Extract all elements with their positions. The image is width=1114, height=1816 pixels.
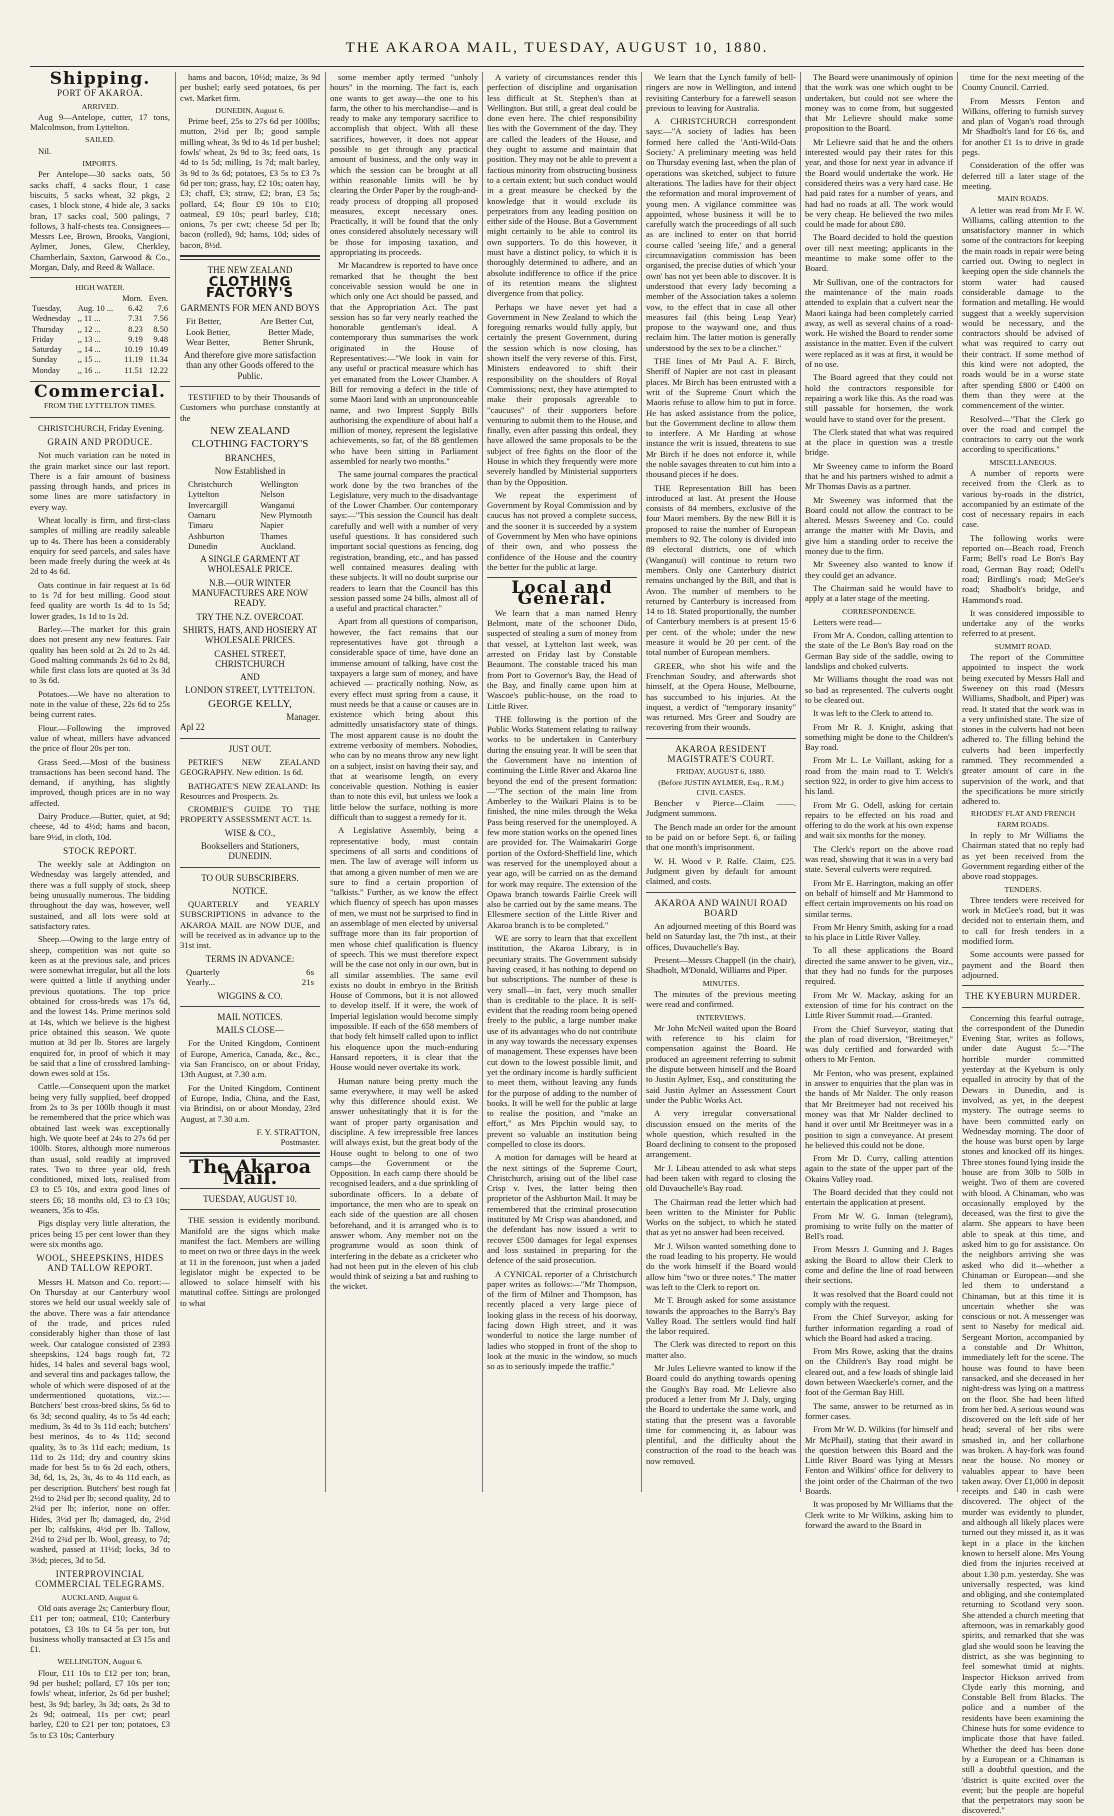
court-paragraph: The Bench made an order for the amount to be paid on or before Sept. 6, or failing that one month's imprisonment. — [646, 821, 796, 853]
branch-item: Wanganui — [260, 499, 295, 510]
auckland-dateline: AUCKLAND, August 6. — [61, 1592, 139, 1602]
rhodes-flat-heading: RHODES' FLAT AND FRENCH FARM ROADS. — [970, 809, 1076, 829]
local-general-heading: Local and General. — [511, 578, 613, 609]
board-paragraph: Mr Sweeney came to inform the Board that he and his partners wished to admit a Mr Thomas Davis as a partner. — [805, 460, 953, 492]
column-rule — [482, 72, 483, 1492]
stock-paragraph: Sheep.—Owing to the large entry of sheep, competition was not quite so keen as at the previous sale, and prices were somewhat irregular, but all the lots were quitted a little if anything under previous quotations. The top price obtained for cross-breds was 17s 6d, and the lowest 14s. Prime merinos sold at 14s, which we believe is the highest price obtained this season. We quote mutton at 3d per lb. Stores are largely enquired for, in proof of which it may be said that a line of crossbred lambing-down ewes sold at 15s. — [30, 934, 170, 1079]
pair-right: Better Made, — [268, 326, 314, 337]
tides-cell: ,, 14 ... — [77, 345, 101, 355]
clothing-ad-subtitle: GARMENTS FOR MEN AND BOYS — [180, 302, 320, 313]
correspondence-paragraph: From the Chief Surveyor, asking for further information regarding a road of which the Board had asked a tracing. — [805, 1312, 953, 1343]
tides-cell: 9.48 — [153, 334, 168, 344]
minutes-text: The minutes of the previous meeting were read and confirmed. — [646, 988, 796, 1010]
shipping-heading: Shipping. — [49, 69, 151, 89]
paper-masthead: The Akaroa Mail. — [189, 1156, 311, 1189]
book-item: CROMBIE'S GUIDE TO THE PROPERTY ASSESSMENT ACT. 1s. — [180, 804, 320, 825]
leader-paragraph: Human nature being pretty much the same everywhere, it may well be asked why this difference should exist. We answer unhesitatingly that it is for the want of proper party organisation and discipline. A few irrepressible free lances will always exist, but the great body of the House ought to belong to one of two camps—the Government or the Opposition. In each camp there should be recognised leaders, and a due sprinkling of subordinate officers. In a debate of importance, the men who are to speak on each side of the question are all chosen beforehand, and it is arranged who is to answer whom. Any member not on the programme would as soon think of interfering in the debate as a cricketer who had not been put in the eleven of his club would think of seizing a bat and rushing to the wicket. — [330, 1075, 478, 1292]
pair-right: Are Better Cut, — [260, 316, 314, 327]
grain-paragraph: Potatoes.—We have no alteration to note in the value of these, 22s 6d to 25s being current rates. — [30, 688, 170, 720]
board-paragraph: time for the next meeting of the County Council. Carried. — [962, 72, 1084, 93]
imports-label: IMPORTS. — [82, 159, 118, 169]
page-header: THE AKAROA MAIL, TUESDAY, AUGUST 10, 1880. — [345, 40, 769, 56]
terms-heading: TERMS IN ADVANCE: — [205, 953, 295, 964]
local-paragraph: We learn that the Lynch family of bell-ringers are now in Wellington, and intend revisiting Canterbury for a farewell season previous to leaving for Australia. — [646, 72, 796, 113]
publisher-details: Booksellers and Stationers, DUNEDIN. — [200, 841, 300, 862]
tides-cell: Tuesday, — [32, 303, 62, 313]
board-paragraph: An adjourned meeting of this Board was held on Saturday last, the 7th inst., at their offices, Duvauchelle's Bay. — [646, 921, 796, 952]
grain-paragraph: Flour.—Following the improved value of wheat, millers have advanced the price of flour 20s per ton. — [30, 722, 170, 754]
board-paragraph: Mr Sweeney also wanted to know if they could get an advance. — [805, 559, 953, 580]
main-roads-heading: MAIN ROADS. — [997, 194, 1049, 204]
tides-cell: 7.31 — [128, 314, 143, 324]
correspondence-paragraph: From Mr W. Mackay, asking for an extension of time for his contract on the Little River Summit road.—Granted. — [805, 989, 953, 1021]
board-paragraph: Present—Messrs Chappell (in the chair), Shadbolt, M'Donald, Williams and Piper. — [646, 955, 796, 976]
board-paragraph: Mr Sullivan, one of the contractors for the maintenance of the main roads attended to explain that a culvert near the Maori kainga had been completely carried away, as well as several chains of a road-work. He wished the Board to render some assistance in the matter. Even if the culvert were replaced as it was at first, it would be of no use. — [805, 276, 953, 370]
stock-paragraph: Pigs display very little alteration, the prices being 15 per cent lower than they were six months ago. — [30, 1218, 170, 1249]
tides-cell: 10.49 — [149, 345, 168, 355]
rhodes-paragraph: In reply to Mr Williams the Chairman stated that no reply had as yet been received from the Government regarding either of the above road stoppages. — [962, 830, 1084, 882]
branch-item: Invercargill — [188, 499, 228, 510]
correspondence-paragraph: From Mr W. D. Wilkins (for himself and Mr McPhail), stating that their award in the question between this Board and the Little River Board was lying at Messrs Fenton and Wilkins' office for delivery to the joint order of the Chairman of the two Boards. — [805, 1424, 953, 1496]
subscribers-heading: TO OUR SUBSCRIBERS. — [201, 872, 299, 883]
tides-header-row — [30, 294, 170, 304]
local-paragraph: WE are sorry to learn that that excellent institution, the Akaroa Library, is in pecuniary straits. The Government subsidy having ceased, it has nothing to depend on but subscriptions. The number of these is very small—in fact, very much smaller than is creditable to the place. It is self-evident that the reading room being opened freely to the public, a large number make use of its advantages who do not contribute in any way towards the necessary expenses of management. These expenses have been cut down to the lowest possible limit, and yet the ordinary income is hardly sufficient to meet them, without leaving any funds for the purpose of adding to the number of books. It will be well for the public at large to realise the position, and "make an effort," as Mrs Pipchin would say, to prevent so valuable an institution being compelled to close its doors. — [487, 933, 637, 1149]
clothing-ad-pair — [180, 337, 320, 347]
board-paragraph: The Chairman said he would have to apply at a later stage of the meeting. — [805, 582, 953, 604]
misc-paragraph: A number of reports were received from the Clerk as to various by-roads in the district, accompanied by an estimate of the cost of necessary repairs in each case. — [962, 467, 1084, 530]
leader-paragraph: Perhaps we have never yet had a Government in New Zealand to which the foregoing remarks would fully apply, but certainly the present Government, during the session which is now closing, has shown itself the very reverse of this. First, Ministers endeavored to shift their responsibility on the shoulders of Royal Commissions; next, they have attempted to make their proposals agreeable to "caucuses" of their supporters before venturing to submit them to the House, and finally, even after passing this ordeal, they have allowed the same proposals to be the subject of free fights on the floor of the House in which they frequently were more severely handled by Ministerial supporters than by the Opposition. — [487, 301, 637, 487]
tides-row — [30, 355, 170, 365]
tenders-paragraph: Three tenders were received for work in McGee's road, but it was decided not to entertain them, and to call for fresh tenders in a modified form. — [962, 894, 1084, 947]
wool-heading: WOOL, SHEEPSKINS, HIDES AND TALLOW REPORT. — [36, 1253, 164, 1274]
dunedin-text: Prime beef, 25s to 27s 6d per 100lbs; mutton, 2½d per lb; good sample milling wheat, 3s 9d to 4s 1d per bushel; fowls' wheat, 2s 9d to 3s; feed oats, 1s 4d to 1s 5d; milling, 1s 7d; malt barley, 3s 9d to 3s 6d; potatoes, £3 5s to £3 7s 6d per ton; grass, hay, £2 10s; oaten hay, £3; chaff, £3; straw, £2; bran, £3 5s; pollard, £4; flour £9 10s to £10; oatmeal, £9 10s; pearl barley, £18; onions, 7s per cwt; cheese 5d per lb; bacon (rolled), 9d; hams, 10d; sides of bacon, 8½d. — [180, 116, 320, 250]
commercial-source: FROM THE LYTTELTON TIMES. — [44, 401, 156, 411]
book-item: BATHGATE'S NEW ZEALAND: Its Resources and Prospects. 2s. — [180, 780, 320, 801]
branches-ad-title-1: NEW ZEALAND — [210, 424, 290, 437]
divider — [180, 867, 320, 868]
tides-row — [30, 345, 170, 355]
correspondence-paragraph: It was proposed by Mr Williams that the Clerk write to Mr Wilkins, asking him to forward the award to the Board in — [805, 1499, 953, 1530]
branch-item: Wellington — [260, 479, 299, 490]
pair-right: Better Shrunk, — [262, 336, 314, 347]
pair-left: Wear Better, — [186, 336, 230, 347]
local-paragraph: THE following is the portion of the Public Works Statement relating to railway works to be undertaken in Canterbury during the ensuing year. It will be seen that the Government have no intention of continuing the Little River and Akaroa line beyond the end of the present formation:—"The section of the main line from Amberley to the Waikari Plains is to be finished, the nine miles through the Weka Pass being reserved for the unemployed. A few more station works on the opened lines are provided for. The Waimakariri Gorge portion of the Oxford-Sheffield line, which was reserved for the unemployed about a year ago, will be carried on as the demand for work may require. The extension of the Opawa branch towards Fairlie Creek will also be carried out by the same means. The Ellesmere section of the Little River and Akaroa branch is to be completed." — [487, 713, 637, 930]
pair-left: Look Better, — [186, 326, 231, 337]
tides-cell: 11.34 — [149, 355, 168, 365]
branches-right — [260, 479, 312, 551]
board-paragraph: Mr Sweeney was informed that the Board could not allow the contract to be altered. Messrs Sweeney and Co. could arrange the matter with Mr Davis, and give him a standing order to receive the money due to the firm. — [805, 494, 953, 557]
court-date: FRIDAY, AUGUST 6, 1880. — [676, 767, 766, 777]
auckland-text: Old oats average 2s; Canterbury flour, £11 per ton; oatmeal, £10; Canterbury potatoes, £3 10s to £4 5s per ton, but business wholly transacted at £3 15s and £1. — [30, 1602, 170, 1655]
correspondence-paragraph: The same, answer to be returned as in former cases. — [805, 1400, 953, 1421]
board-paragraph: The Clerk stated that what was required at the place in question was a trestle bridge. — [805, 426, 953, 458]
correspondence-paragraph: From Mr R. J. Knight, asking that something might be done to the Children's Bay road. — [805, 721, 953, 753]
leader-paragraph: The same journal compares the practical work done by the two branches of the Legislature, very much to the disadvantage of the Lower Chamber. Our contemporary says:—"This session the Council has dealt carefully and well with a number of very useful questions. It has considered such important social questions as fencing, dog registration, branding, etc., and has passed well contained measures dealing with these subjects. It will no doubt surprise our readers to learn that the Council has this session passed some 24 bills, almost all of a useful and practical character." — [330, 469, 478, 614]
local-paragraph: GREER, who shot his wife and the Frenchman Soudry, and afterwards shot himself, at the Opera House, Melbourne, has succumbed to his injuries. At the inquest, a verdict of "temporary insanity" was returned. Mrs Greer and Soudry are recovering from their wounds. — [646, 660, 796, 733]
tides-row — [30, 366, 170, 376]
grain-paragraph: Wheat locally is firm, and first-class samples of milling are readily saleable up to 4s. There has been a considerably enquiry for seed parcels, and sales have been made freely during the week at 4s 2d to 4s 6d. — [30, 514, 170, 577]
postmaster-name: F. Y. STRATTON, — [256, 1126, 320, 1137]
tides-col — [76, 294, 118, 304]
tides-col: Even. — [148, 293, 168, 303]
terms-row — [180, 967, 320, 977]
ad-date: Apl 22 — [180, 722, 205, 733]
wool-paragraph: Messrs H. Matson and Co. report:—On Thursday at our Canterbury wool stores we held our usual weekly sale of the above. There was a fair attendance of the trade, and prices ruled considerably higher than those of last week. Our catalogue consisted of 2393 sheepskins, 124 bags rough fat, 72 hides, 14 bales and several bags wool, and several tins and packages tallow, the whole of which were disposed of at the undermentioned quotations, viz.:—Butchers' best cross-bred skins, 5s 6d to 6s 3d; second quality, 4s to 5s 4d each; medium, 3s 4d to 3s 11d each; butchers' best merinos, 4s to 4s 11d; second quality, 3s to 3s 11d each; medium, 1s 11d to 2s 11d; dry and country skins made for best 5s to 6s 2d each, others, 3d, 6d, 1s, 2s, 3s, 4s to 4s 11d each, as per description. Butchers' best rough fat 2½d to 2¾d per lb; second quality, 2d to 2¼d per lb; inferior, none on offer. Hides, 3½d per lb; damaged, do, 2½d per lb; calfskins, 4½d per lb. Tallow, 2½d to 2¾d per lb. Wool, greasy, to 7d; washed, passed at 11½d; locks, 3d to 3½d; pieces, 3d to 5d. — [30, 1276, 170, 1565]
tides-cell: 11.19 — [124, 355, 143, 365]
board-paragraph: From Messrs Fenton and Wilkins, offering to furnish survey and plan of Vogan's road through Mr Shadbolt's land for £6 6s, and for another £1 1s to drive in grade pegs. — [962, 95, 1084, 158]
summit-paragraph: The report of the Committee appointed to inspect the work being executed by Messrs Hall and Sweeney on this road (Messrs Williams, Shadbolt, and Piper) was read. It stated that the work was in a very unfinished state. The size of stones in the culverts had not been adhered to. The filling behind the culverts had been imperfectly rammed. They recommended a greater amount of care in the supervision of the work, and that the specifications be more strictly adhered to. — [962, 652, 1084, 807]
branch-item: Napier — [260, 520, 284, 531]
leader-paragraph: Apart from all questions of comparison, however, the fact remains that our representatives have got through a considerable space of time, have done an immense amount of talking, have cost the taxpayers a large sum of money, and have achieved — practically nothing. Now, as every effect must spring from a cause, it must needs be that a cause or causes are in existence which bring about this admittedly unsatisfactory state of things. The most apparent cause is no doubt the extreme verbosity of members. Nobodies, who can by no means throw any new light on a subject, insist on having their say, and that at wearisome length, on every conceivable question. Nothing is easier than to note this evil, but unless we look a little below the surface, nothing is more difficult than to suggest a remedy for it. — [330, 616, 478, 823]
tides-table — [30, 294, 170, 376]
tides-row — [30, 335, 170, 345]
pair-left: Fit Better, — [186, 316, 222, 327]
mails-close-label: MAILS CLOSE— — [216, 1025, 284, 1036]
branch-item: Thames — [260, 530, 288, 541]
divider — [962, 985, 1084, 986]
kyeburn-murder-heading: THE KYEBURN MURDER. — [965, 991, 1081, 1002]
interview-paragraph: Mr J. Libeau attended to ask what steps had been taken with regard to closing the old Duvauchelle's Bay road. — [646, 1162, 796, 1194]
tides-cell: Wednesday — [32, 314, 71, 324]
tides-cell: 6.42 — [128, 303, 143, 313]
interview-paragraph: The Chairman read the letter which had been written to the Minister for Public Works on the subject, to which he stated that as yet no answer had been received. — [646, 1196, 796, 1238]
interview-paragraph: Mr John McNeil waited upon the Board with reference to his claim for compensation against the Board. He produced an agreement referring to submit the dispute between himself and the Board to Justin Aylmer, Esq., and constituting the said Justin Aylmer an Assessment Court under the Public Works Act. — [646, 1022, 796, 1105]
correspondence-paragraph: From Mrs Rowe, asking that the drains on the Children's Bay road might be cleared out, and a few loads of shingle laid down between Waeckerle's corner, and the foot of the German Bay Hill. — [805, 1346, 953, 1398]
divider — [180, 1209, 320, 1210]
tides-col: Morn. — [122, 293, 143, 303]
mail-notice-text: For the United Kingdom, Continent of Europe, India, China, and the East, via Brindisi, on or about Monday, 23rd August, at 7.30 a.m. — [180, 1082, 320, 1124]
tides-cell: ,, 16 ... — [77, 365, 101, 375]
branch-item: Auckland. — [260, 540, 296, 551]
port-heading: PORT OF AKAROA. — [56, 88, 144, 99]
tenders-heading: TENDERS. — [1004, 884, 1042, 894]
commercial-heading: Commercial. — [34, 382, 166, 403]
divider — [962, 1007, 1084, 1008]
tides-cell: Saturday — [32, 345, 62, 355]
correspondence-paragraph: From Mr A. Condon, calling attention to the state of the Le Bon's Bay road on the German Bay side of the saddle, owing to landslips and choked culverts. — [805, 630, 953, 672]
tides-cell: 8.50 — [153, 324, 168, 334]
divider — [180, 1006, 320, 1007]
interview-paragraph: Mr T. Brough asked for some assistance towards the approaches to the Barry's Bay Valley Road. The settlers would find half the labor required. — [646, 1295, 796, 1337]
murder-paragraph: Concerning this fearful outrage, the correspondent of the Dunedin Evening Star, writes as follows, under date August 5:—"The horrible murder committed yesterday at the Kyeburn is only equalled in atrocity by that of the Dewars in Dunedin, and is involved, as yet, in the deepest mystery. The outrage seems to have been committed early on Wednesday morning. The door of the house was burst open by large stones and knocked off its hinges. Three stones found lying inside the house are from 30lb to 50lb in weight. Two of them are covered with blood. A Chinaman, who was occasionally employed by the deceased, was the first to give the alarm. She appears to have been able to speak at this time, and asked him to go for assistance. On the neighbors arriving she was asked who did it—whether a Chinaman or European—and she led them to understand a Chinaman, but at this time it is uncertain whether she was conscious or not. A messenger was sent to Naseby for medical aid. Sergeant Morton, accompanied by a constable and Dr Whitton, immediately left for the scene. The house was found to have been ransacked, and she deceased in her night-dress was lying on a mattress on the floor. She had been lifted from her bed. A serious wound was discovered on the left side of her head; several of her ribs were smashed in, and her collarbone was broken. A hay-fork was found near the house. No money or valuables appear to have been taken away. Over £1,000 in deposit receipts and £40 in cash were discovered. The object of the murder was evidently to plunder, and although all likely places were turned out they missed it, as it was kept in a place in the kitchen known to herself alone. Mrs Young died from the injuries received at about 1.30 p.m. yesterday. She was universally respected, was kind and obliging, and she contemplated returning to Scotland very soon. She attended a church meeting that afternoon, was in remarkably good spirits, and remarked that she was glad she would soon be leaving the district, as she was beginning to feel somewhat timid at nights. Inspector Hickson arrived from Clyde early this morning, and Constable Bell from Blacks. The police and a number of the residents have been examining the Chinese huts for some evidence to implicate those that have failed. Whether the deed has been done by a European or a Chinaman is still a doubtful question, and the 'district is quite excited over the event; but the people are hopeful that the perpetrators may soon be discovered." — [962, 1012, 1084, 1816]
interview-paragraph: Mr J. Wilson wanted something done to the road leading to his property. He would do the work himself if the Board would allow him "two or three notes." The matter was left to the Clerk to report on. — [646, 1240, 796, 1292]
correspondence-paragraph: Letters were read— — [813, 616, 882, 627]
manager-name: GEORGE KELLY, — [208, 697, 292, 710]
branch-item: Dunedin — [188, 540, 218, 551]
tides-col — [30, 294, 76, 304]
column-rule — [641, 72, 642, 1492]
local-paragraph: THE Representation Bill has been introduced at last. At present the House consists of 84 members, exclusive of the four Maori members. By the new Bill it is proposed to raise the number of European members to 92. The colony is divided into 89 electoral districts, one of which (Wanganui) will continue to return two members. Only one Canterbury district remains unchanged by the Bill, and that is Avon. The number of members to be returned by Canterbury is increased from 14 to 18. Stated proportionally, the number of Canterbury members is at present 15·6 per cent. of the whole; under the new measure it would be 20 per cent. of the total number of European members. — [646, 482, 796, 658]
interview-paragraph: A very irregular conversational discussion ensued on the merits of the whole question, which resulted in the Board declining to consent to the proposed arrangement. — [646, 1108, 796, 1160]
tides-cell: 7.6 — [157, 303, 168, 313]
court-before: (Before JUSTIN AYLMER, Esq., R.M.) — [658, 777, 784, 787]
leader-dateline: TUESDAY, AUGUST 10. — [203, 1194, 297, 1205]
column-rule — [957, 72, 958, 1492]
column-4 — [487, 72, 637, 1492]
column-rule — [325, 72, 326, 1492]
notice-label: NOTICE. — [232, 885, 268, 896]
grain-paragraph: Dairy Produce.—Butter, quiet, at 9d; cheese, 4d to 4½d; hams and bacon, bare 9½d, in cloth, 10d. — [30, 811, 170, 842]
mail-notice-text: For the United Kingdom, Continent of Europe, America, Canada, &c., &c., via San Francisco, on or about Friday, 13th August, at 7.30 a.m. — [180, 1038, 320, 1080]
tides-cell: 10.19 — [123, 345, 143, 355]
column-3 — [330, 72, 478, 1492]
wellington-dateline: WELLINGTON, August 6. — [57, 1657, 143, 1667]
correspondence-paragraph: From Mr E. Harrington, making an offer on behalf of himself and Mr Hammond to effect certain improvements on his road on similar terms. — [805, 877, 953, 919]
branch-item: Timaru — [188, 520, 213, 531]
correspondence-heading: CORRESPONDENCE. — [842, 606, 916, 616]
local-paragraph: A CYNICAL reporter of a Christchurch paper writes as follows:—"Mr Thompson, of the firm of Milner and Thompson, has recently placed a very large piece of looking glass in the recess of his doorway, facing down High street, and it was wonderful to notice the large number of ladies who stopped in front of the shop to look at the music in the window, so much so as to seriously impede the traffic." — [487, 1268, 637, 1372]
board-paragraph: Mr Lelievre said that he and the others interested would pay their rates for this year, and those for next year in advance if the Board would undertake the work. He considered theirs was a very hard case. He had paid rates for a number of years, and had had no roads at all. The work would be very cheap. He believed the two miles could be made for about £80. — [805, 136, 953, 230]
column-6 — [805, 72, 953, 1530]
grain-paragraph: Oats continue in fair request at 1s 6d to 1s 7d for best milling. Good stout feed quality are worth 1s 4d to 1s 5d; lower grades, 1s 1d to 1s 2d. — [30, 579, 170, 621]
divider — [180, 386, 320, 387]
book-item: PETRIE'S NEW ZEALAND GEOGRAPHY. New edition. 1s 6d. — [180, 756, 320, 778]
clothing-ad-pair — [180, 316, 320, 326]
column-5 — [646, 72, 796, 1492]
tides-cell: Thursday — [32, 324, 64, 334]
correspondence-paragraph: It was resolved that the Board could not comply with the request. — [805, 1288, 953, 1309]
single-garment-line: A SINGLE GARMENT AT WHOLESALE PRICE. — [200, 554, 300, 575]
tides-cell: ,, 15 ... — [77, 355, 101, 365]
divider — [646, 738, 796, 739]
local-paragraph: THE lines of Mr Paul A. F. Birch, Sheriff of Napier are not cast in pleasant places. Mr Birch has been entrusted with a writ of the Supreme Court which the Maoris refuse to allow him to put in force. He has asked assistance from the police, but the Government decline to allow them to interfere. A Mr Harding at whose instance the writ is issued, threatens to sue Mr Birch if he does not enforce it, while the noble savages threaten to cut him into a thousand pieces if he does. — [646, 356, 796, 480]
tides-cell: Friday — [32, 334, 54, 344]
column-rule — [800, 72, 801, 1492]
commercial-dateline: CHRISTCHURCH, Friday Evening. — [38, 422, 165, 433]
overcoat-line: TRY THE N.Z. OVERCOAT. — [196, 611, 304, 622]
stock-paragraph: The weekly sale at Addington on Wednesday was largely attended, and there was a full supply of stock, sheep being unusually numerous. The bidding throughout the day was, however, well sustained, and all lots were sold at satisfactory rates. — [30, 859, 170, 931]
grain-paragraph: Barley.—The market for this grain does not present any new features. Fair quality has been sold at 2s 2d to 2s 4d. Good malting commands 2s 6d to 2s 8d, while first class lots are quoted at 3s 3d to 3s 6d. — [30, 623, 170, 686]
branch-item: New Plymouth — [260, 509, 312, 520]
column-2 — [180, 72, 320, 1492]
correspondence-paragraph: From Mr Henry Smith, asking for a road to his place in Little River Valley. — [805, 921, 953, 943]
tides-cell: 9.19 — [128, 334, 143, 344]
branches-list — [180, 479, 320, 551]
correspondence-paragraph: It was left to the Clerk to attend to. — [813, 708, 934, 719]
terms-publisher: WIGGINS & CO. — [217, 990, 283, 1001]
leader-paragraph: A variety of circumstances render this perfection of discipline and organisation less difficult at St. Stephen's than at Wellington. But still, a great deal could be done even here. The chief responsibility lies with the Government of the day. They are called the leaders of the House, and they ought to assume and maintain that position. They may not be able to prevent a factious minority from obstructing business to a certain extent; but such conduct would in a great measure be checked by the knowledge that it would exclude its perpetrators from any leading position on either side of the House. But a Government might certainly to be able to control its own supporters. To do this however, it must have a distinct policy, to which it is thoroughly determined to adhere, and an absolute indifference to office if the price of its retention means the slightest divergence from that policy. — [487, 72, 637, 299]
road-board-heading: AKAROA AND WAINUI ROAD BOARD — [654, 897, 788, 918]
tides-cell: Sunday — [32, 355, 58, 365]
branches-left — [188, 479, 232, 551]
leader-paragraph: A Legislative Assembly, being a representative body, must contain specimens of all sorts and conditions of men. The law of average will inform us that among a given number of men we are sure to find a certain proportion of "talkists." Further, as we know the effect which fluency of speech has upon masses of men, we must not be surprised to find in an assemblage of men elected by universal suffrage more than its fair proportion of men whose chief qualification is fluency of speech. This we must therefore expect will be the case not only in our own, but in all similar assemblies. The same evil exists no doubt in embryo in the British House of Commons, but it is not allowed to develop itself. If it were, the work of Imperial legislation would become simply impossible. If each of the 658 members of that body felt himself called upon to inflict his eloquence upon the much-enduring Hansard reporters, it is clear that the House would never overtake its work. — [330, 825, 478, 1073]
arrived-label: ARRIVED. — [81, 101, 119, 111]
subscribers-text: QUARTERLY and YEARLY SUBSCRIPTIONS in advance to the AKAROA MAIL are NOW DUE, and will be received as in advance up to the 31st inst. — [180, 899, 320, 951]
and-label: AND — [240, 672, 260, 683]
tides-cell: ,, 11 ... — [77, 314, 101, 324]
header-rule — [30, 66, 1084, 67]
dunedin-dateline: DUNEDIN, August 6. — [215, 105, 285, 115]
local-paragraph: A CHRISTCHURCH correspondent says:—"A society of ladies has been formed here called the 'Anti-Wild-Oats Society.' A preliminary meeting was held on Thursday evening last, when the plan of operations was sketched, subject to future alterations. The ladies have for their object the reformation and moral improvement of young men. A vigilance committee was appointed, whose business it will be to carefully watch the proceedings of all such as are inclined to enter on that horrid course called 'seeing life,' and a general circumnavigation commission has been organised, the precise duties of which 'your own' has not yet been able to discover. It is understood that every lady becoming a member of the Association takes a solemn vow, to the effect that in case all other measures fail (this being Leap Year) propose to the wayward one, and thus reclaim him. The latter motion is generally understood by the sex to be a clincher." — [646, 116, 796, 353]
leader-paragraph: THE session is evidently moribund. Manifold are the signs which make manifest the fact. Members are willing to meet on two or three days in the week at 11 in the forenoon, just when a jaded legislator might be expected to be allowed to solace himself with his matutinal coffee. Sittings are prolonged to what — [180, 1215, 320, 1308]
board-paragraph: The Board agreed that they could not hold the contractors responsible for repairing a work like this. As the road was still passable for horsemen, the work would have to stand over for the present. — [805, 372, 953, 424]
just-out-heading: JUST OUT. — [228, 743, 272, 754]
tides-cell: 8.23 — [128, 324, 143, 334]
wellington-text: Flour, £11 10s to £12 per ton; bran, 9d per bushel; pollard, £7 10s per ton; fowls' wheat, inferior, 2s 6d per bushel; best, 3s 9d; barley, 3s 3d; oats, 2s 3d to 2s 9d; oatmeal, 11s per cwt; pearl barley, £20 to £21 per ton; potatoes, £3 5s to £3 10s; Canterbury — [30, 1667, 170, 1740]
correspondence-paragraph: From Mr L. Le Vaillant, asking for a road from the main road to T. Welch's section 922, in order to give him access to his land. — [805, 755, 953, 797]
manager-title: Manager. — [286, 712, 320, 723]
correspondence-paragraph: Mr Fenton, who was present, explained in answer to enquiries that the plan was in the hands of Mr Nalder. The only reason that Mr Breitmeyer had not received his money was that Mr Nalder declined to hand it over until Mr Breitmeyer was in a position to sign a conveyance. At present he believed this could not be done. — [805, 1067, 953, 1150]
grain-paragraph: Grass Seed.—Most of the business transactions has been second hand. The demand, if anything, has slightly improved, though prices are in no way affected. — [30, 756, 170, 808]
terms-row — [180, 977, 320, 987]
tides-cell: 12.22 — [149, 365, 168, 375]
interview-paragraph: The Clerk was directed to report on this matter also. — [646, 1339, 796, 1360]
testified-text: TESTIFIED to by their Thousands of Customers who purchase constantly at the — [180, 392, 320, 423]
local-paragraph: We learn that a man named Henry Belmont, mate of the schooner Dido, suspected of stealing a sum of money from that vessel, at Lyttelton last week, was arrested on Friday last by Constable Beaumont. The constable traced his man from Port to Governor's Bay, the Head of the Bay, and finally came upon him at Wascoe's public-house, on the road to Little River. — [487, 607, 637, 711]
column-7 — [962, 72, 1084, 1816]
sailed-label: SAILED. — [85, 135, 115, 145]
branches-ad-title-2: CLOTHING FACTORY'S — [191, 438, 309, 451]
divider — [180, 738, 320, 739]
mail-notices-heading: MAIL NOTICES. — [217, 1011, 283, 1022]
interview-paragraph: Mr Jules Lelievre wanted to know if the Board could do anything towards opening the Gough's Bay road. Mr Lelievre also produced a letter from Mr J. Daly, urging the Board to undertake the same work, and stating that the present was a favorable time for commencing it, as labour was plentiful, and the difficulty about the construction of the road to the beach was now removed. — [646, 1363, 796, 1466]
branch-item: Lyttelton — [188, 489, 220, 500]
imports-text: Per Antelope—30 sacks oats, 50 sacks chaff, 4 sacks flour, 1 case biscuits, 5 sacks wheat, 32 pkgs, 2 cases, 1 block stone, 4 hide ale, 3 sacks bran, 17 sacks coal, 500 palings, 7 follows, 3 half-chests tea. Consignees—Messrs Lee, Brown, Brooks, Vangioni, Aylmer, Jones, Glew, Cherkley, Chamberlain, Saxton, Garwood & Co., Morgan, Daly, and Reed & Wallace. — [30, 169, 170, 273]
tides-row — [30, 314, 170, 324]
minutes-heading: MINUTES. — [702, 978, 740, 988]
branch-item: Nelson — [260, 489, 285, 500]
cashel-street-line: CASHEL STREET, CHRISTCHURCH — [214, 648, 286, 669]
winter-manufactures-line: N.B.—OUR WINTER MANUFACTURES ARE NOW READY. — [191, 577, 309, 609]
tides-cell: ,, 13 ... — [77, 334, 101, 344]
london-street-line: LONDON STREET, LYTTELTON. — [185, 685, 315, 696]
tides-cell: ,, 12 ... — [77, 324, 101, 334]
interviews-heading: INTERVIEWS. — [696, 1012, 746, 1022]
tides-heading: HIGH WATER. — [75, 283, 125, 293]
main-roads-paragraph: Resolved—"That the Clerk go over the road and compel the contractors to carry out the work according to specifications." — [962, 413, 1084, 455]
stock-heading: STOCK REPORT. — [63, 845, 137, 856]
correspondence-paragraph: The Clerk's report on the above road was read, showing that it was in a very bad state. Several culverts were required. — [805, 843, 953, 875]
stock-paragraph: Cattle.—Consequent upon the market being very fully supplied, beef dropped from 2s to 3s per 100lb though it must be remembered that the price which was obtained last week was exceptionally high. We quote beef at 24s to 27s 6d per 100lb. Stores, although more numerous than usual, sold readily at improved rates. Two to three year old, fresh conditioned, mixed lots, realised from £3 to £5 10s, and extra good lines of steers £6; 18 months old, £3 to £3 10s; weaners, 35s to 45s. — [30, 1081, 170, 1215]
court-paragraph: W. H. Wood v P. Ralfe. Claim, £25. Judgment given by default for amount claimed, and costs. — [646, 855, 796, 887]
correspondence-paragraph: From Messrs J. Gunning and J. Bages asking the Board to allow their Clerk to come and define the line of road between their sections. — [805, 1244, 953, 1286]
sailed-text: Nil. — [38, 145, 52, 156]
market-continued: hams and bacon, 10½d; maize, 3s 9d per bushel; early seed potatoes, 6s per cwt. Market firm. — [180, 72, 320, 103]
correspondence-paragraph: To all these applications the Board directed the same answer to be given, viz., that they had no funds for the purposes required. — [805, 945, 953, 987]
correspondence-paragraph: From Mr W. G. Inman (telegram), promising to write fully on the matter of Bell's road. — [805, 1210, 953, 1242]
misc-paragraph: The following works were reported on—Beach road, French Farm; Bell's road Le Bon's Bay road, German Bay road; Odell's road; Birdling's road; McGee's road; Shadbolt's bridge, and Hammond's road. — [962, 532, 1084, 605]
leader-paragraph: We repeat the experiment of Government by Royal Commission and by caucus has not proved a complete success, and the sooner it is succeeded by a system of Government by Men who have opinions of their own, and who possess the confidence of the House and the country the better for the public at large. — [487, 489, 637, 572]
divider — [30, 417, 170, 418]
correspondence-paragraph: The Board decided that they could not entertain the application at present. — [805, 1186, 953, 1208]
tides-cell: 11.51 — [124, 365, 143, 375]
misc-paragraph: It was considered impossible to undertake any of the works referred to at present. — [962, 607, 1084, 639]
civil-cases-label: CIVIL CASES. — [696, 787, 746, 797]
divider — [30, 277, 170, 278]
terms-price: 21s — [301, 977, 314, 988]
tides-cell: Monday — [32, 365, 60, 375]
local-paragraph: A motion for damages will be heard at the next sittings of the Supreme Court, Christchurch, arising out of the libel case Crisp v. Ives, the latter being then proprietor of the Ashburton Mail. It may be remembered that the criminal prosecution instituted by Mr Crisp was abandoned, and the defendant has now issued a writ to recover £500 damages for legal expenses and loss sustained in preparing for the defence of the said prosecution. — [487, 1152, 637, 1266]
grain-heading: GRAIN AND PRODUCE. — [47, 436, 153, 447]
clothing-ad-pair — [180, 327, 320, 337]
postmaster-title: Postmaster. — [280, 1137, 320, 1148]
board-paragraph: The Board decided to hold the question over till next meeting; applicants in the meantime to make some offer to the Board. — [805, 232, 953, 274]
divider — [180, 255, 320, 260]
correspondence-paragraph: From Mr G. Odell, asking for certain repairs to be effected on his road and offering to do the work at his own expense and wait six months for the money. — [805, 799, 953, 841]
tides-cell: Aug. 10 ... — [77, 303, 114, 313]
clothing-ad-tail: And therefore give more satisfaction than any other Goods offered to the Public. — [184, 350, 316, 381]
tides-row — [30, 325, 170, 335]
grain-paragraph: Not much variation can be noted in the grain market since our last report. There is a fair amount of business passing through hands, and prices in some lines are more satisfactory in every way. — [30, 450, 170, 512]
branch-item: Christchurch — [188, 479, 233, 490]
main-roads-paragraph: A letter was read from Mr F. W. Williams, calling attention to the unsatisfactory manner in which some of the contractors for keeping the main roads in repair were being carried out. Owing to neglect in keeping open the side channels the storm water had caused considerable damage to the formation and metalling. He would suggest that a weekly supervision would be necessary, and the contractors should be advised of what was required to carry out their contract. If some method of this kind were not adopted, the roads would be in a worse state after spending £800 or £400 on them than they were at the commencement of the winter. — [962, 204, 1084, 411]
court-heading: AKAROA RESIDENT MAGISTRATE'S COURT. — [667, 743, 775, 764]
miscellaneous-heading: MISCELLANEOUS. — [989, 457, 1057, 467]
terms-price: 6s — [306, 966, 314, 977]
correspondence-paragraph: Mr Williams thought the road was not so bad as represented. The culverts ought to be cleared out. — [805, 674, 953, 705]
branches-label: BRANCHES, — [224, 452, 276, 463]
terms-label: Quarterly — [186, 966, 220, 977]
correspondence-paragraph: From Mr D. Curry, calling attention again to the state of the upper part of the Okains Valley road. — [805, 1153, 953, 1184]
tides-cell: 7.56 — [153, 314, 168, 324]
branch-item: Oamaru — [188, 509, 216, 520]
clothing-ad-title: CLOTHING FACTORY'S — [206, 275, 294, 301]
tides-row — [30, 304, 170, 314]
telegrams-heading: INTERPROVINCIAL COMMERCIAL TELEGRAMS. — [35, 1569, 165, 1590]
branch-item: Ashburton — [188, 530, 225, 541]
publisher-name: WISE & CO., — [224, 827, 276, 838]
leader-paragraph: some member aptly termed "unholy hours" in the morning. The fact is, each one wants to get away—the one to his farm, the other to his merchandise—and is ready to make any temporary sacrifice to accomplish that object. With all these sacrifices, however, it does not appear possible to get through any practical amount of business, and the only way in which the session can be brought at all within reasonable limits will be by clearing the Order Paper by the rough-and-ready process of dropping all proposed measures, except necessary ones. Practically, it will be found that the only ones considered absolutely necessary will be those for imposing taxation, and appropriating its proceeds. — [330, 72, 478, 258]
tenders-paragraph: Some accounts were passed for payment and the Board then adjourned. — [962, 949, 1084, 980]
terms-label: Yearly... — [186, 977, 216, 988]
arrived-text: Aug 9—Antelope, cutter, 17 tons, Malcolmson, from Lyttelton. — [30, 111, 170, 133]
column-1 — [30, 69, 170, 1740]
shirts-line: SHIRTS, HATS, AND HOSIERY AT WHOLESALE PRICES. — [182, 624, 318, 646]
leader-paragraph: Mr Macandrew is reported to have once remarked that he thought the best conceivable session would be one in which only one Act should be passed, and that the Appropriation Act. The past session has so far very nearly reached the honorable gentleman's ideal. A contemporary thus summarises the work originated in the House of Representatives:—"We look in vain for any useful or practical measure which has yet emanated from the Lower Chamber. A Bill for removing a defect in the title of some Maori land with an unpronounceable name, and two Imprest Supply Bills authorising the expenditure of about half a million of money, represent the legislative achievements, so far, of the 88 gentlemen who have been sitting in Parliament assembled for nearly two months." — [330, 260, 478, 466]
board-paragraph: Consideration of the offer was deferred till a later stage of the meeting. — [962, 160, 1084, 191]
divider — [646, 892, 796, 893]
column-rule — [175, 72, 176, 1492]
correspondence-paragraph: From the Chief Surveyor, stating that the plan of road diversion, "Breitmeyer," was duly certified and forwarded with others to Mr Fenton. — [805, 1023, 953, 1065]
established-label: Now Established in — [214, 465, 286, 476]
summit-road-heading: SUMMIT ROAD. — [994, 641, 1052, 651]
court-paragraph: Bencher v Pierce—Claim ——. Judgment summons. — [646, 798, 796, 819]
clothing-ad-intro: THE NEW ZEALAND — [207, 265, 293, 276]
board-paragraph: The Board were unanimously of opinion that the work was one which ought to be undertaken, but could not see where the money was to come from, but suggested that Mr Lelievre should make some proposition to the Board. — [805, 72, 953, 134]
